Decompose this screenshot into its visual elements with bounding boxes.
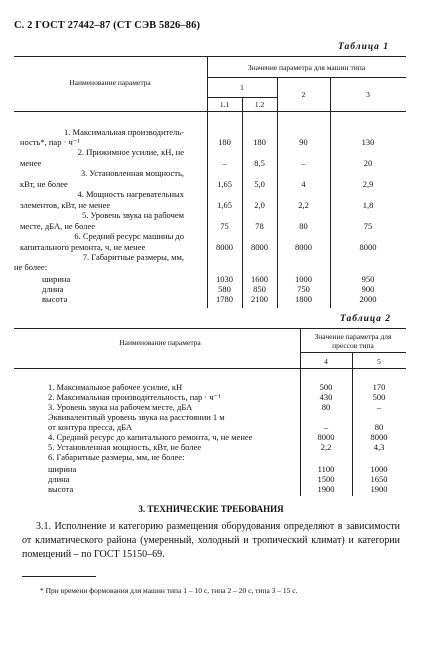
- table2-caption: Таблица 2: [340, 314, 392, 324]
- table1-row: 6. Средний ресурс машины до: [74, 231, 184, 241]
- table2-row: от контура пресса, дБА – 80: [48, 422, 384, 432]
- footnote: * При времени формования для машин типа 1 – 10 с, типа 2 – 20 с, типа 3 – 15 с.: [40, 586, 298, 595]
- paragraph-3-1: 3.1. Исполнение и категорию размещения оборудования определяют в зависимости от климатического района (умеренный, холодный и тропический климат) и категории помещений – по ГОСТ 15150–69.: [22, 521, 400, 560]
- table2-row: 6. Габаритные размеры, мм, не более:: [48, 452, 185, 462]
- table2-values-header: Значение параметра для прессов типа: [314, 332, 392, 350]
- table1-row: капитального ремонта, ч, не менее 8000 8000 8000 8000: [20, 242, 377, 252]
- table1-row: длина 580 850 750 900: [42, 284, 375, 294]
- table2-name-header: Наименование параметра: [119, 338, 201, 347]
- table1-row: 7. Габаритные размеры, мм,: [82, 252, 184, 262]
- table2-row: 3. Уровень звука на рабочем месте, дБА 80 –: [48, 402, 382, 412]
- table1-row: 3. Установленная мощность,: [80, 168, 184, 178]
- table1-row: 5. Уровень звука на рабочем: [81, 210, 184, 220]
- table1-caption: Таблица 1: [338, 42, 390, 52]
- table2-type4-header: 4: [324, 357, 328, 366]
- table1-row: высота 1780 2100 1800 2000: [42, 294, 377, 304]
- table1-row: элементов, кВт, не менее 1,65 2,0 2,2 1,8: [20, 200, 374, 210]
- table1-row: 1. Максимальная производитель-: [64, 127, 184, 137]
- section-title: 3. ТЕХНИЧЕСКИЕ ТРЕБОВАНИЯ: [138, 504, 284, 514]
- table2-row: 4. Средний ресурс до капитального ремонта, ч, не менее 8000 8000: [48, 432, 388, 442]
- table1-type3-header: 3: [366, 90, 370, 99]
- table2-row: 2. Максимальная производительность, пар · ч⁻¹ 430 500: [48, 392, 386, 402]
- page-header: С. 2 ГОСТ 27442–87 (СТ СЭВ 5826–86): [14, 20, 201, 31]
- table2-row: 5. Установленная мощность, кВт, не более 2,2 4,3: [48, 442, 385, 452]
- table2-type5-header: 5: [377, 357, 381, 366]
- table1-row: ность*, пар · ч⁻¹ 180 180 90 130: [20, 137, 375, 147]
- table1-name-header: Наименование параметра: [69, 78, 151, 87]
- table1-row: не более:: [14, 262, 48, 272]
- table1-values-header: Значение параметра для машин типа: [247, 63, 366, 72]
- table2-row: 1. Максимальное рабочее усилие, кН 500 170: [48, 382, 386, 392]
- table1-type1-header: 1: [240, 83, 244, 92]
- table1-type2-header: 2: [301, 90, 306, 99]
- table1-row: ширина 1030 1600 1000 950: [42, 274, 375, 284]
- footnote-divider: [22, 576, 96, 577]
- table1-type1-2-header: 1.2: [254, 100, 265, 109]
- table1-row: кВт, не более 1,65 5,0 4 2,9: [20, 179, 374, 189]
- table2-row: ширина 1100 1000: [48, 464, 388, 474]
- table1-row: менее – 8,5 – 20: [20, 158, 373, 168]
- table2-row: Эквивалентный уровень звука на расстоянии 1 м: [48, 412, 225, 422]
- table2-row: длина 1500 1650: [48, 474, 388, 484]
- table1-row: 4. Мощность нагревательных: [77, 189, 184, 199]
- table1-row: 2. Прижимное усилие, кН, не: [77, 147, 184, 157]
- table1-type1-1-header: 1.1: [219, 100, 230, 109]
- table1-row: месте, дБА, не более 75 78 80 75: [20, 221, 373, 231]
- table2-row: высота 1900 1900: [48, 484, 388, 494]
